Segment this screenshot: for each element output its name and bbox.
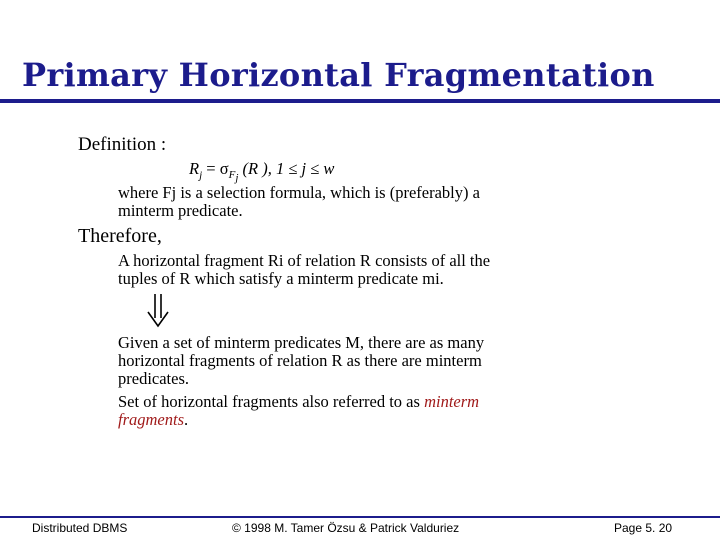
formula-relation-subscript: j	[199, 169, 203, 182]
definition-formula	[189, 159, 334, 184]
set-line-1	[118, 393, 479, 411]
set-line-1-text: Set of horizontal fragments also referred to as	[118, 392, 425, 411]
formula-arguments: (R ), 1 ≤ j ≤ w	[238, 159, 335, 178]
fragment-definition-line-2: tuples of R which satisfy a minterm predicate mi.	[118, 269, 444, 288]
given-line-3: predicates.	[118, 369, 190, 388]
where-line-2: minterm predicate.	[118, 201, 243, 220]
title-underline	[0, 99, 720, 103]
footer-rule	[0, 516, 720, 518]
formula-relation: R	[189, 159, 200, 178]
fragment-definition-line-1: A horizontal fragment Ri of relation R consists of all the	[118, 251, 491, 270]
fragments-emphasis: fragments	[118, 410, 184, 429]
given-line-2: horizontal fragments of relation R as there are minterm	[118, 351, 482, 370]
slide-title: Primary Horizontal Fragmentation	[22, 56, 655, 94]
therefore-label: Therefore,	[78, 225, 162, 247]
double-down-arrow-icon	[146, 292, 170, 332]
where-line-1: where Fj is a selection formula, which is (preferably) a	[118, 183, 480, 202]
given-line-1: Given a set of minterm predicates M, there are as many	[118, 333, 485, 352]
set-line-2-period: .	[184, 410, 189, 429]
formula-sigma: = σ	[202, 159, 229, 178]
formula-selection-subscript: j	[235, 172, 239, 185]
set-line-2	[118, 411, 188, 429]
formula-selection: F	[228, 169, 236, 182]
footer-course: Distributed DBMS	[32, 521, 128, 535]
definition-label: Definition :	[78, 134, 167, 155]
footer-page-number: Page 5. 20	[614, 521, 673, 535]
minterm-emphasis: minterm	[424, 392, 480, 411]
footer-copyright: © 1998 M. Tamer Özsu & Patrick Valduriez	[232, 521, 460, 535]
